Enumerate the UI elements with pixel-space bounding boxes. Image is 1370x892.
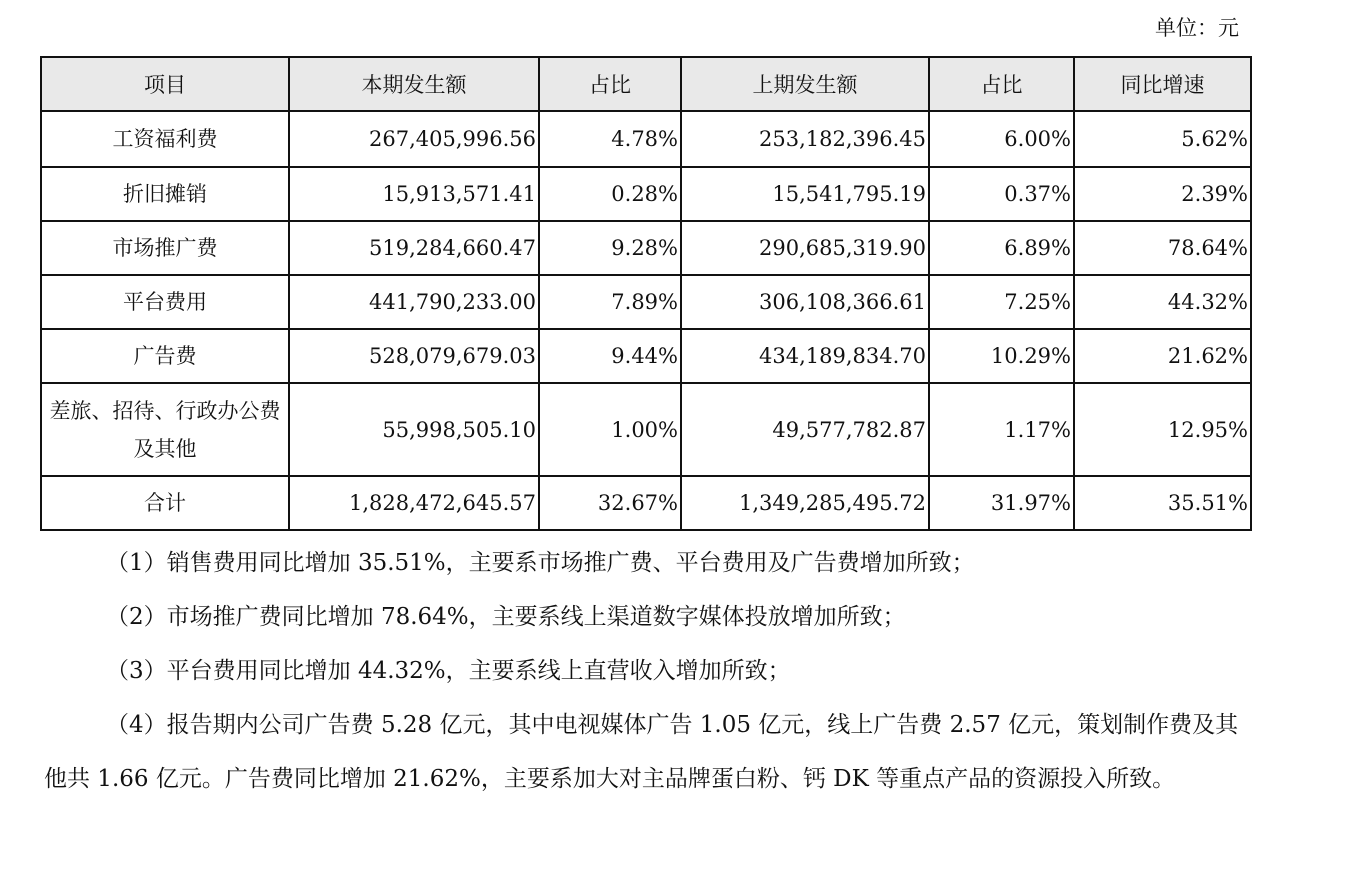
row-prior-ratio: 0.37% <box>929 167 1074 221</box>
table-row <box>41 221 1251 275</box>
row-current-ratio: 32.67% <box>539 476 681 530</box>
row-current-amount: 519,284,660.47 <box>289 221 539 275</box>
expense-table <box>40 56 1252 531</box>
row-prior-amount: 290,685,319.90 <box>681 221 929 275</box>
row-prior-amount: 434,189,834.70 <box>681 329 929 383</box>
notes-section <box>44 536 1254 806</box>
row-prior-ratio: 6.00% <box>929 111 1074 167</box>
row-prior-amount: 253,182,396.45 <box>681 111 929 167</box>
row-current-ratio: 1.00% <box>539 383 681 476</box>
header-current-amount: 本期发生额 <box>289 57 539 111</box>
row-item-label: 折旧摊销 <box>41 167 289 221</box>
row-current-ratio: 4.78% <box>539 111 681 167</box>
row-item-label: 广告费 <box>41 329 289 383</box>
row-current-amount: 441,790,233.00 <box>289 275 539 329</box>
row-item-label: 工资福利费 <box>41 111 289 167</box>
note-1: （1）销售费用同比增加 35.51%，主要系市场推广费、平台费用及广告费增加所致； <box>106 550 975 576</box>
row-current-ratio: 9.28% <box>539 221 681 275</box>
row-yoy-growth: 2.39% <box>1074 167 1251 221</box>
table-row <box>41 383 1251 476</box>
row-prior-ratio: 31.97% <box>929 476 1074 530</box>
table-row-total <box>41 476 1251 530</box>
row-item-label: 平台费用 <box>41 275 289 329</box>
row-prior-ratio: 1.17% <box>929 383 1074 476</box>
header-current-ratio: 占比 <box>539 57 681 111</box>
row-yoy-growth: 35.51% <box>1074 476 1251 530</box>
header-prior-amount: 上期发生额 <box>681 57 929 111</box>
row-current-amount: 1,828,472,645.57 <box>289 476 539 530</box>
table-row <box>41 329 1251 383</box>
row-yoy-growth: 12.95% <box>1074 383 1251 476</box>
header-yoy-growth: 同比增速 <box>1074 57 1251 111</box>
row-item-label: 合计 <box>41 476 289 530</box>
table-row <box>41 167 1251 221</box>
row-prior-ratio: 10.29% <box>929 329 1074 383</box>
row-current-ratio: 0.28% <box>539 167 681 221</box>
row-current-amount: 15,913,571.41 <box>289 167 539 221</box>
row-current-amount: 267,405,996.56 <box>289 111 539 167</box>
header-item: 项目 <box>41 57 289 111</box>
row-prior-ratio: 7.25% <box>929 275 1074 329</box>
row-current-amount: 55,998,505.10 <box>289 383 539 476</box>
row-item-label: 差旅、招待、行政办公费及其他 <box>41 383 289 476</box>
row-current-ratio: 7.89% <box>539 275 681 329</box>
row-yoy-growth: 44.32% <box>1074 275 1251 329</box>
table-row <box>41 111 1251 167</box>
row-prior-amount: 306,108,366.61 <box>681 275 929 329</box>
row-prior-ratio: 6.89% <box>929 221 1074 275</box>
unit-label: 单位：元 <box>1155 16 1239 40</box>
row-yoy-growth: 78.64% <box>1074 221 1251 275</box>
row-yoy-growth: 21.62% <box>1074 329 1251 383</box>
row-current-ratio: 9.44% <box>539 329 681 383</box>
note-3: （3）平台费用同比增加 44.32%，主要系线上直营收入增加所致； <box>106 658 791 684</box>
row-yoy-growth: 5.62% <box>1074 111 1251 167</box>
table-header-row <box>41 57 1251 111</box>
note-4: （4）报告期内公司广告费 5.28 亿元，其中电视媒体广告 1.05 亿元，线上广告费 2.57 亿元，策划制作费及其他共 1.66 亿元。广告费同比增加 21.62%，主要系加大对主品牌蛋白粉、钙 DK 等重点产品的资源投入所致。 <box>44 712 1239 792</box>
row-item-label: 市场推广费 <box>41 221 289 275</box>
row-prior-amount: 15,541,795.19 <box>681 167 929 221</box>
header-prior-ratio: 占比 <box>929 57 1074 111</box>
table-row <box>41 275 1251 329</box>
row-prior-amount: 1,349,285,495.72 <box>681 476 929 530</box>
row-current-amount: 528,079,679.03 <box>289 329 539 383</box>
note-2: （2）市场推广费同比增加 78.64%，主要系线上渠道数字媒体投放增加所致； <box>106 604 906 630</box>
row-prior-amount: 49,577,782.87 <box>681 383 929 476</box>
